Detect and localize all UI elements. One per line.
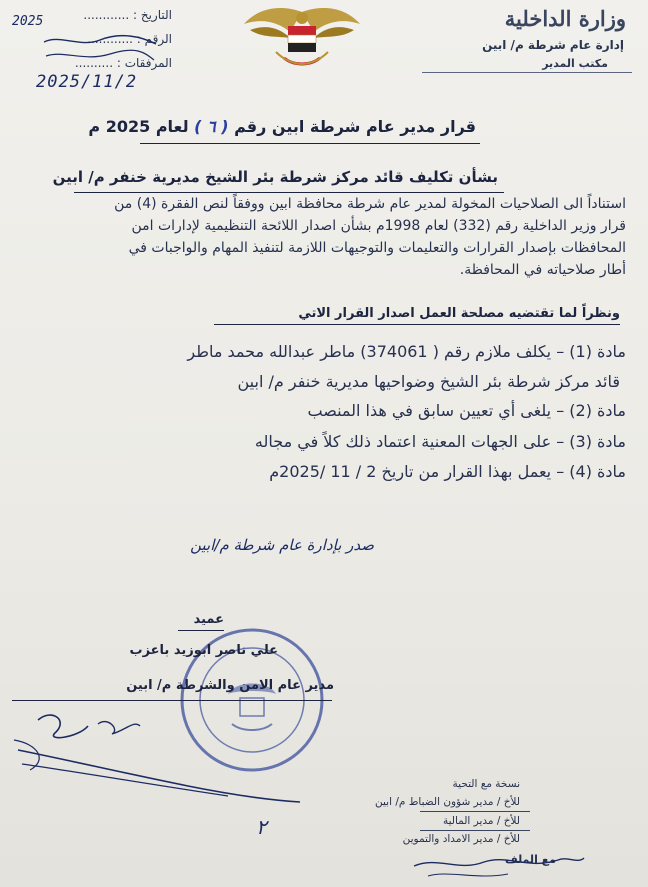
preamble-line: استناداً الى الصلاحيات المخولة لمدير عام شرطة محافظة ابين ووفقاً لنص الفقرة (4) من (114, 196, 626, 212)
article-1-continued: قائد مركز شرطة بئر الشيخ وضواحيها مديرية خنفر م/ ابين (237, 372, 620, 391)
handwritten-scribble (40, 30, 160, 70)
copy-divider (420, 830, 530, 831)
article-4: مادة (4) – يعمل بهذا القرار من تاريخ 2 / 11 /2025م (269, 462, 626, 481)
handwritten-signature-icon (8, 690, 308, 810)
decision-number: ( ٦ ) (194, 117, 229, 136)
title-underline (140, 143, 480, 144)
preamble-line: المحافظات بإصدار القرارات والتعليمات والتوجيهات اللازمة لتنفيذ المهام والواجبات في (128, 240, 626, 256)
article-1: مادة (1) – يكلف ملازم رقم ( 374061) ماطر عبدالله محمد ماطر (187, 342, 626, 361)
issued-statement: صدر بإدارة عام شرطة م/ابين (190, 536, 374, 554)
decision-subject: بشأن تكليف قائد مركز شرطة بئر الشيخ مديرية خنفر م/ ابين (52, 168, 498, 186)
article-2: مادة (2) – يلغى أي تعيين سابق في هذا المنصب (307, 401, 626, 420)
handwritten-mark: ٢ (256, 815, 267, 839)
header-divider (422, 72, 632, 73)
reference-number: 2025/11/2 (36, 72, 138, 92)
ref-field: الرقم : ............ (87, 32, 172, 46)
office-name: مكتب المدير (542, 57, 608, 70)
attachments-label: المرفقات (124, 56, 172, 70)
administration-name: إدارة عام شرطة م/ ابين (482, 38, 624, 52)
preamble-line: قرار وزير الداخلية رقم (332) لعام 1998م بشأن اصدار اللائحة التنظيمية لإدارات امن (131, 218, 626, 234)
attachments-field: المرفقات : .......... (74, 56, 172, 70)
decision-title (88, 117, 476, 136)
article-3: مادة (3) – على الجهات المعنية اعتماد ذلك كلاً في مجاله (254, 432, 626, 451)
handwritten-note-icon (408, 836, 588, 886)
date-field: التاريخ : ............ (83, 8, 172, 22)
considering-clause: ونظراً لما تقتضيه مصلحة العمل اصدار القرار الاتي (298, 306, 620, 321)
title-prefix: قرار مدير عام شرطة ابين رقم (234, 117, 476, 136)
signatory-rank: عميد (193, 612, 224, 627)
preamble-paragraph (14, 193, 626, 281)
copy-divider (420, 811, 530, 812)
date-label: التاريخ (140, 8, 172, 22)
preamble-line: أطار صلاحياته في المحافظة. (459, 262, 626, 278)
copy-recipient: للأخ / مدير شؤون الضباط م/ ابين (374, 796, 520, 808)
copy-recipient: للأخ / مدير الامداد والتموين (402, 833, 520, 845)
ministry-title: وزارة الداخلية (504, 6, 626, 31)
signatory-title: مدير عام الامن والشرطة م/ ابين (126, 678, 334, 693)
considering-underline (214, 324, 620, 325)
ref-label: الرقم (144, 32, 172, 46)
copy-recipient: للأخ / مدير المالية (442, 815, 520, 827)
title-year: لعام 2025 م (88, 117, 189, 136)
copies-intro: نسخة مع التحية (452, 778, 520, 790)
eagle-emblem-icon (240, 2, 364, 74)
signatory-name: علي ناصر ابوزيد باعزب (129, 643, 278, 658)
copy-file: مع الملف (504, 853, 556, 866)
rank-underline (178, 630, 224, 631)
date-value: 2025 (12, 14, 44, 29)
